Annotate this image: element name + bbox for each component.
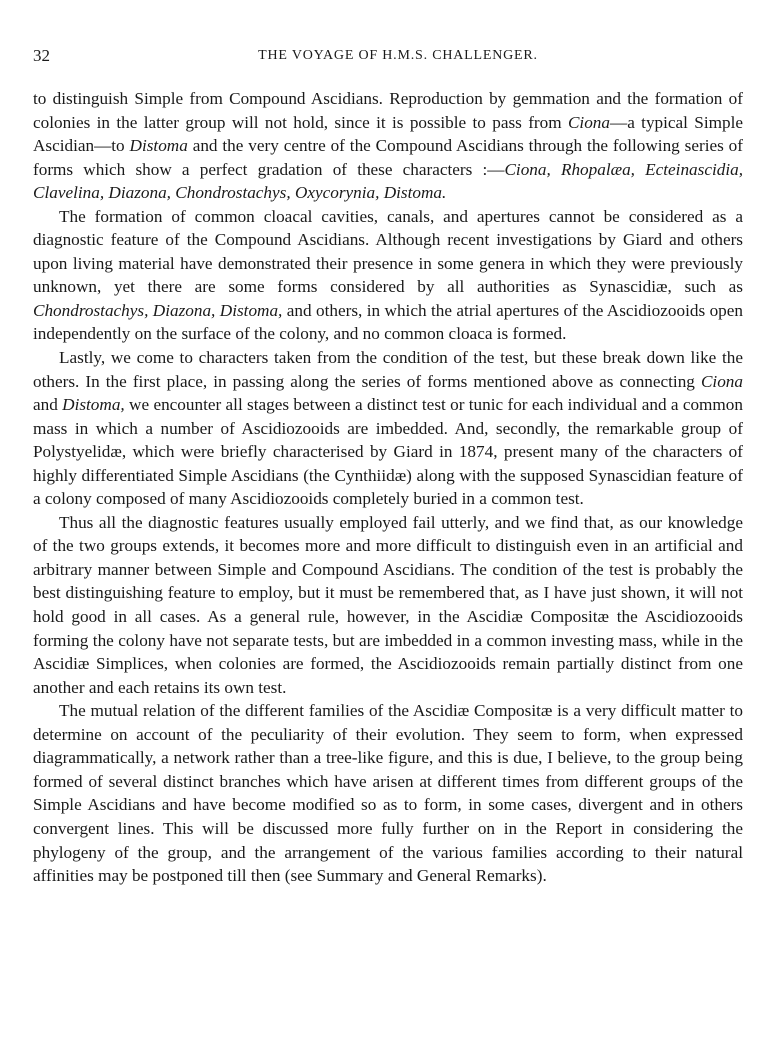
italic-taxon: Ciona [567, 112, 610, 132]
body-text [33, 87, 743, 888]
paragraph [33, 511, 743, 699]
italic-taxon: Ciona [700, 371, 743, 391]
text-run: The mutual relation of the different families of the Ascidiæ Compositæ is a very difficult matter to determine on account of the peculiarity of their evolution. They seem to form, when expressed diagrammatically, a network rather than a tree-like figure, and this is due, I believe, to the group being formed of several distinct branches which have arisen at different times from different groups of the Simple Ascidians and have become modified so as to form, in some cases, divergent and in others convergent lines. This will be discussed more fully further on in the Report in considering the phylogeny of the group, and the arrangement of the various families according to their natural affinities may be postponed till then (see Summary and General Remarks). [33, 701, 743, 886]
text-run: The formation of common cloacal cavities, canals, and apertures cannot be considered as a diagnostic feature of the Compound Ascidians. Although recent investigations by Giard and others upon living material have demonstrated their presence in some genera in which they were previously unknown, yet there are some forms considered by all authorities as Synascidiæ, such as [33, 206, 743, 297]
book-page [33, 46, 743, 888]
italic-taxon: Ciona, Rhopalæa, Ecteinascidia, Clavelina, Diazona, Chondrostachys, Oxycorynia, Distoma. [33, 159, 743, 203]
italic-taxon: Chondrostachys, Diazona, Distoma, [33, 300, 283, 320]
paragraph [33, 699, 743, 887]
text-run: to distinguish Simple from Compound Ascidians. Reproduction by gemmation and the formation of colonies in the latter group will not hold, since it is possible to pass from [33, 89, 743, 132]
text-run: and others, in which the atrial apertures of the Ascidiozooids open independently on the surface of the colony, and no common cloaca is formed. [33, 300, 743, 344]
paragraph [33, 205, 743, 346]
text-run: we encounter all stages between a distinct test or tunic for each individual and a common mass in which a number of Ascidiozooids are imbedded. And, secondly, the remarkable group of Polystyelidæ, which were briefly characterised by Giard in 1874, present many of the characters of highly differentiated Simple Ascidians (the Cynthiidæ) along with the supposed Synascidian feature of a colony composed of many Ascidiozooids completely buried in a common test. [33, 395, 743, 509]
text-run: Lastly, we come to characters taken from the condition of the test, but these break down like the others. In the first place, in passing along the series of forms mentioned above as connecting [33, 348, 743, 391]
running-head [33, 46, 743, 72]
text-run: and [33, 395, 63, 415]
text-run: and the very centre of the Compound Ascidians through the following series of forms which show a perfect gradation of these characters :— [33, 136, 743, 179]
page-number: 32 [33, 46, 50, 65]
paragraph [33, 346, 743, 511]
running-title: THE VOYAGE OF H.M.S. CHALLENGER. [258, 48, 538, 63]
text-run: —a typical Simple Ascidian—to [33, 112, 743, 156]
text-run: Thus all the diagnostic features usually employed fail utterly, and we find that, as our knowledge of the two groups extends, it becomes more and more difficult to distinguish even in an artificial and arbitrary manner between Simple and Compound Ascidians. The condition of the test is probably the best distinguishing feature to employ, but it must be remembered that, as I have just shown, it will not hold good in all cases. As a general rule, however, in the Ascidiæ Compositæ the Ascidiozooids forming the colony have not separate tests, but are imbedded in a common investing mass, while in the Ascidiæ Simplices, when colonies are formed, the Ascidiozooids remain partially distinct from one another and each retains its own test. [33, 512, 743, 697]
paragraph [33, 87, 743, 205]
italic-taxon: Distoma, [62, 395, 125, 415]
italic-taxon: Distoma [129, 136, 188, 156]
